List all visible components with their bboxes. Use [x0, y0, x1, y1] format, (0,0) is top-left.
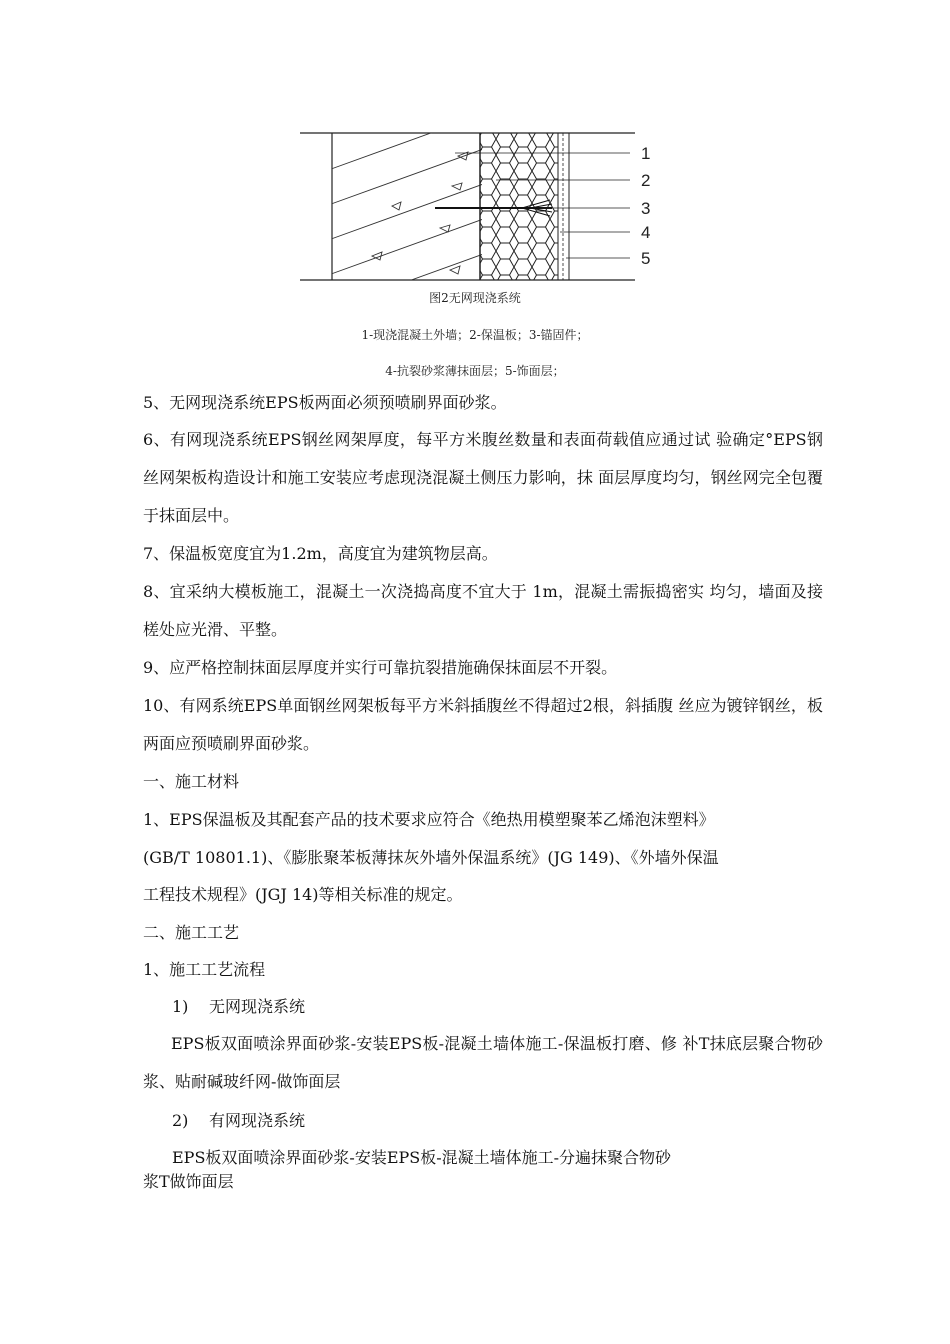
- paragraph-10: 10、有网系统EPS单面钢丝网架板每平方米斜插腹丝不得超过2根，斜插腹 丝应为镀锌钢丝，板两面应预喷刷界面砂浆。: [143, 696, 823, 753]
- paragraph-6: 6、有网现浇系统EPS钢丝网架厚度，每平方米腹丝数量和表面荷载值应通过试 验确定°EPS钢丝网架板构造设计和施工安装应考虑现浇混凝土侧压力影响，抹 面层厚度均匀，钢丝网完全包覆于抹面层中。: [143, 430, 823, 525]
- item-1-label: 无网现浇系统: [209, 997, 306, 1016]
- figure-legend-line-1: 1-现浇混凝土外墙；2-保温板；3-锚固件；: [361, 328, 589, 342]
- label-2: 2: [641, 171, 651, 190]
- paragraph-8: 8、宜采纳大模板施工，混凝土一次浇捣高度不宜大于 1m，混凝土需振捣密实 均匀，墙面及接槎处应光滑、平整。: [143, 582, 823, 639]
- aggregate-marks: [372, 152, 468, 274]
- item-2-line-1: EPS板双面喷涂界面砂浆-安装EPS板-混凝土墙体施工-分遍抹聚合物砂: [172, 1148, 672, 1167]
- item-1-number: 1): [172, 997, 189, 1016]
- materials-line-1: 1、EPS保温板及其配套产品的技术要求应符合《绝热用模塑聚苯乙烯泡沫塑料》: [143, 810, 715, 829]
- figure-caption: 图2无网现浇系统: [429, 291, 521, 305]
- materials-line-3: 工程技术规程》(JGJ 14)等相关标准的规定。: [143, 885, 463, 904]
- paragraph-7: 7、保温板宽度宜为1.2m，高度宜为建筑物层高。: [143, 544, 498, 563]
- item-2-number: 2): [172, 1111, 189, 1130]
- label-1: 1: [641, 144, 651, 163]
- item-2-line-2: 浆T做饰面层: [143, 1172, 234, 1191]
- item-2-label: 有网现浇系统: [209, 1111, 306, 1130]
- label-3: 3: [641, 199, 651, 218]
- paragraph-5: 5、无网现浇系统EPS板两面必须预喷刷界面砂浆。: [143, 393, 507, 412]
- materials-line-2: (GB/T 10801.1)、《膨胀聚苯板薄抹灰外墙外保温系统》(JG 149)、《外墙外保温: [143, 848, 719, 867]
- figure-legend-line-2: 4-抗裂砂浆薄抹面层；5-饰面层；: [385, 364, 565, 378]
- paragraph-9: 9、应严格控制抹面层厚度并实行可靠抗裂措施确保抹面层不开裂。: [143, 658, 618, 677]
- label-5: 5: [641, 249, 651, 268]
- section-materials-title: 一、施工材料: [143, 772, 240, 791]
- item-1-text: EPS板双面喷涂界面砂浆-安装EPS板-混凝土墙体施工-保温板打磨、修 补T抹底层聚合物砂浆、贴耐碱玻纤网-做饰面层: [143, 1034, 823, 1091]
- insulation-board: [480, 133, 558, 280]
- section-process-title: 二、施工工艺: [143, 923, 240, 942]
- wall-section-diagram: [300, 128, 660, 288]
- process-flow-title: 1、施工工艺流程: [143, 960, 266, 979]
- label-4: 4: [641, 223, 651, 242]
